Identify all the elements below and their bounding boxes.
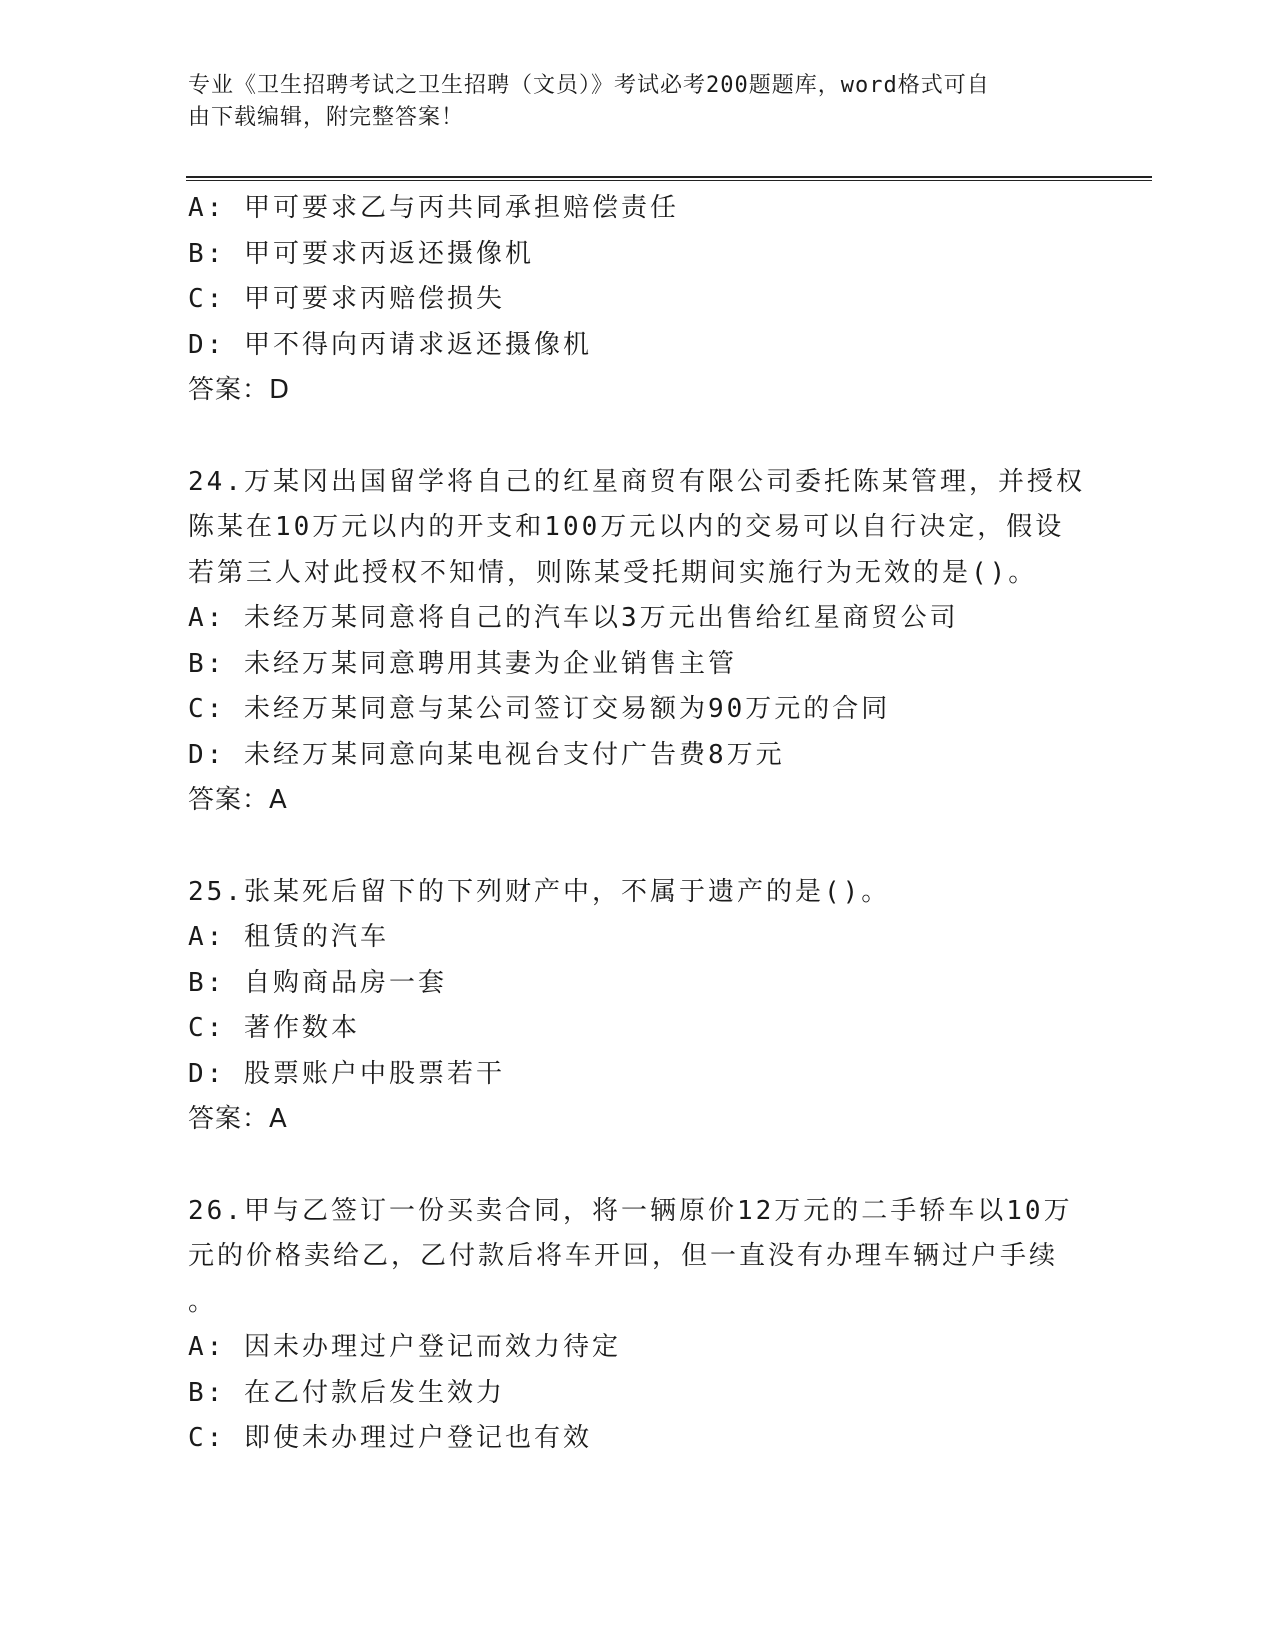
option-b: B: 甲可要求丙返还摄像机 bbox=[188, 238, 534, 269]
question-25 bbox=[188, 870, 1088, 1143]
option-c: C: 未经万某同意与某公司签订交易额为90万元的合同 bbox=[188, 694, 891, 724]
header-divider bbox=[186, 176, 1152, 181]
answer: 答案：D bbox=[188, 375, 291, 405]
header-line-1: 专业《卫生招聘考试之卫生招聘（文员）》考试必考200题题库，word格式可自 bbox=[188, 73, 990, 98]
option-a: A: 租赁的汽车 bbox=[188, 922, 389, 952]
answer: 答案：A bbox=[188, 785, 288, 815]
option-a: A: 甲可要求乙与丙共同承担赔偿责任 bbox=[188, 193, 679, 223]
question-stem-line: 陈某在10万元以内的开支和100万元以内的交易可以自行决定，假设 bbox=[188, 512, 1065, 542]
question-stem-line: 若第三人对此授权不知情，则陈某受托期间实施行为无效的是()。 bbox=[188, 557, 1038, 588]
question-stem-line: 。 bbox=[188, 1286, 218, 1317]
option-c: C: 著作数本 bbox=[188, 1013, 360, 1043]
option-d: D: 股票账户中股票若干 bbox=[188, 1058, 505, 1089]
document-header bbox=[188, 70, 1068, 134]
question-list bbox=[188, 186, 1088, 1462]
option-b: B: 自购商品房一套 bbox=[188, 967, 447, 998]
question-stem-line: 25.张某死后留下的下列财产中，不属于遗产的是()。 bbox=[188, 876, 891, 907]
answer: 答案：A bbox=[188, 1104, 288, 1134]
question-24 bbox=[188, 460, 1088, 824]
spacer bbox=[188, 1143, 1088, 1189]
option-c: C: 即使未办理过户登记也有效 bbox=[188, 1423, 592, 1453]
question-stem-line: 24.万某冈出国留学将自己的红星商贸有限公司委托陈某管理，并授权 bbox=[188, 466, 1085, 497]
question-23 bbox=[188, 186, 1088, 414]
question-26 bbox=[188, 1189, 1088, 1462]
option-b: B: 未经万某同意聘用其妻为企业销售主管 bbox=[188, 648, 737, 679]
question-stem-line: 元的价格卖给乙，乙付款后将车开回，但一直没有办理车辆过户手续 bbox=[188, 1241, 1059, 1271]
option-d: D: 甲不得向丙请求返还摄像机 bbox=[188, 329, 592, 360]
header-line-2: 由下载编辑，附完整答案！ bbox=[188, 105, 465, 130]
option-d: D: 未经万某同意向某电视台支付广告费8万元 bbox=[188, 739, 785, 770]
question-stem-line: 26.甲与乙签订一份买卖合同，将一辆原价12万元的二手轿车以10万 bbox=[188, 1195, 1073, 1226]
option-a: A: 未经万某同意将自己的汽车以3万元出售给红星商贸公司 bbox=[188, 603, 959, 633]
option-a: A: 因未办理过户登记而效力待定 bbox=[188, 1332, 621, 1362]
option-c: C: 甲可要求丙赔偿损失 bbox=[188, 284, 505, 314]
option-b: B: 在乙付款后发生效力 bbox=[188, 1377, 505, 1408]
spacer bbox=[188, 414, 1088, 460]
spacer bbox=[188, 824, 1088, 870]
